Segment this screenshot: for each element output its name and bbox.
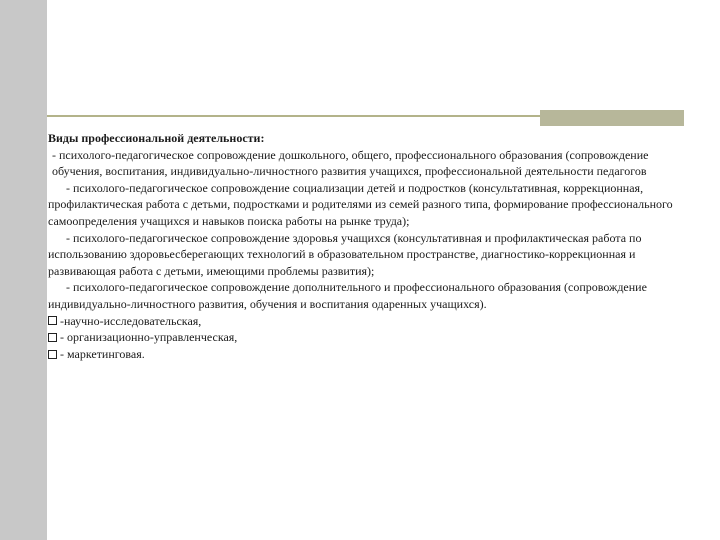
header-accent-block [540, 110, 684, 126]
bullet-item-research [48, 313, 688, 330]
checkbox-bullet-icon [48, 350, 57, 359]
header-divider-line [47, 115, 540, 117]
slide-content [48, 130, 688, 362]
bullet-item-management [48, 329, 688, 346]
bullet-item-marketing [48, 346, 688, 363]
bullet-label: - маркетинговая. [60, 346, 145, 361]
bullet-label: - организационно-управленческая, [60, 330, 238, 345]
paragraph-2: - психолого-педагогическое сопровождение социализации детей и подростков (консультативная, коррекционная, профилактическая работа с детьми, подростками и родителями из семей разного типа, формирование профессионального самоопределения учащихся и навыков поиска работы на рынке труда); [48, 180, 673, 228]
paragraph-4: - психолого-педагогическое сопровождение дополнительного и профессионального образования (сопровождение индивидуально-личностного развития, обучения и воспитания одаренных учащихся). [48, 280, 647, 311]
left-sidebar-decoration [0, 0, 47, 540]
section-title: Виды профессиональной деятельности: [48, 131, 265, 145]
checkbox-bullet-icon [48, 333, 57, 342]
bullet-label: -научно-исследовательская, [60, 313, 202, 328]
paragraph-1: - психолого-педагогическое сопровождение дошкольного, общего, профессионального образования (сопровождение обучения, воспитания, индивидуально-личностного развития учащихся, профессиональной деятельности педагогов [52, 147, 649, 179]
checkbox-bullet-icon [48, 316, 57, 325]
paragraph-3: - психолого-педагогическое сопровождение здоровья учащихся (консультативная и профилактическая работа по использованию здоровьесберегающих технологий в образовательном пространстве, диагностико-коррекционная и развивающая работа с детьми, имеющими проблемы развития); [48, 230, 642, 278]
